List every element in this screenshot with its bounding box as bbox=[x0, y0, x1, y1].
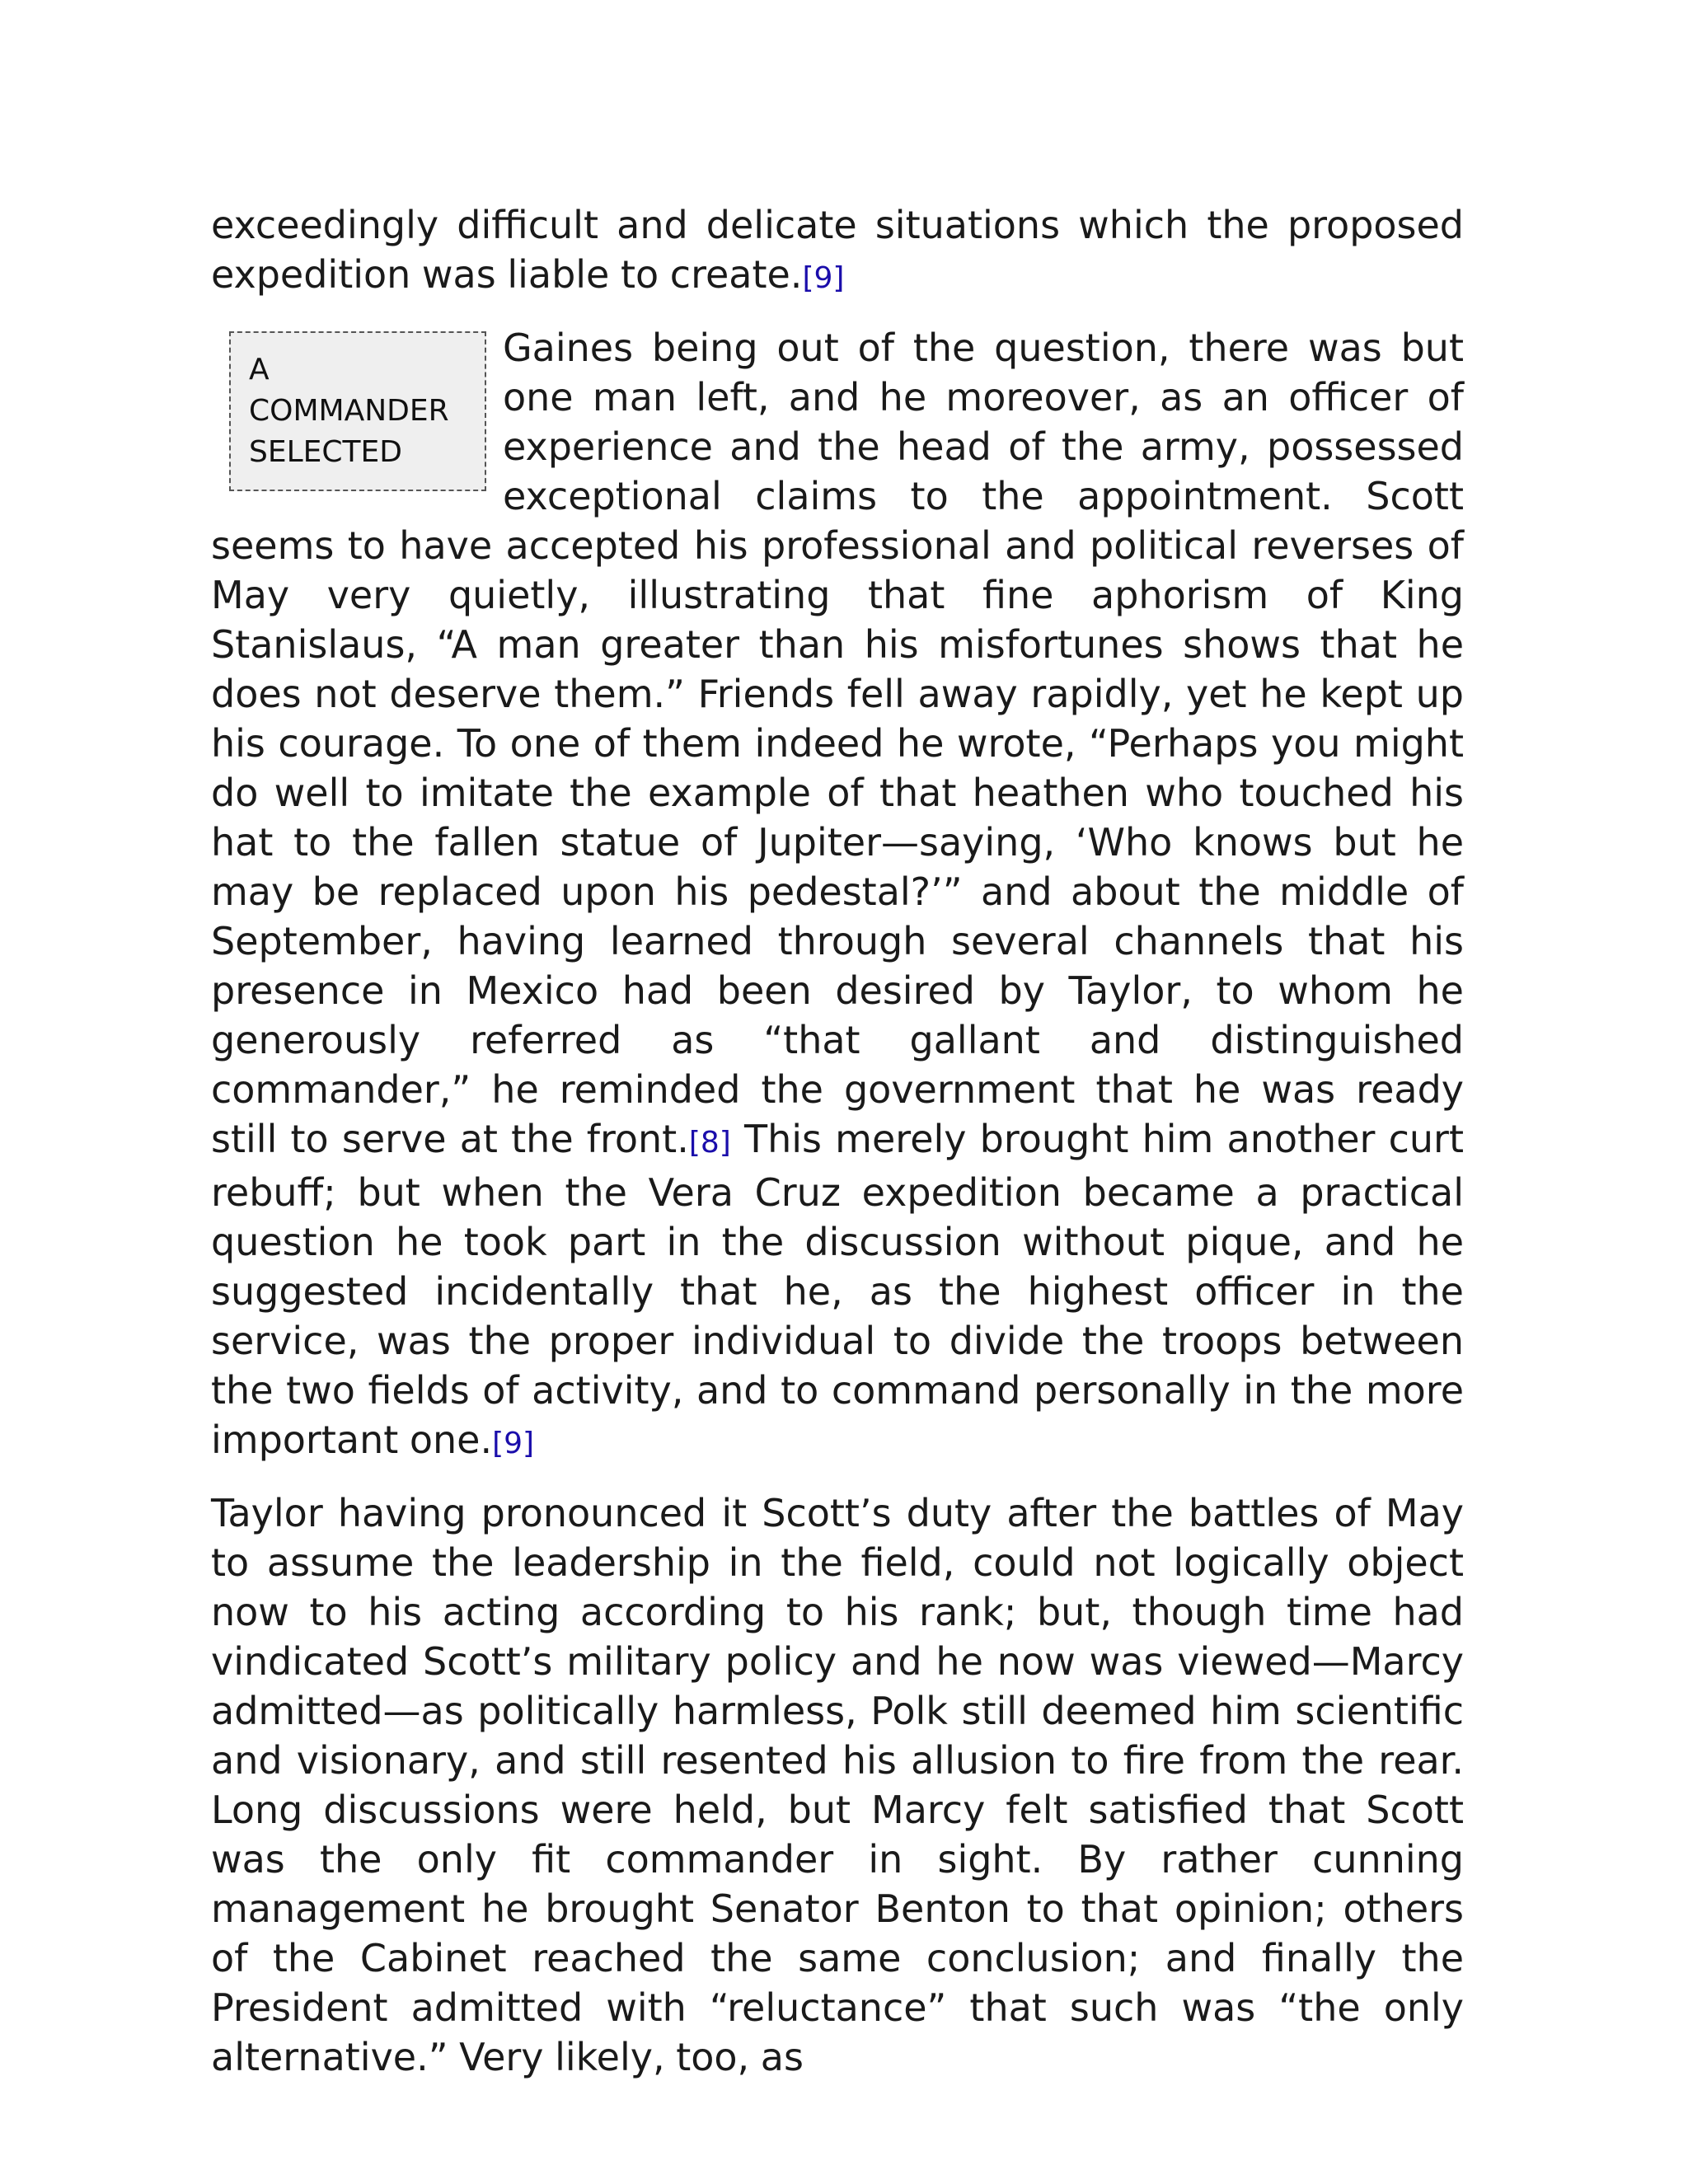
footnote-link-9[interactable]: [9] bbox=[802, 261, 845, 295]
paragraph-1-text: exceedingly difficult and delicate situations which the proposed expedition was liable to create. bbox=[211, 203, 1464, 297]
paragraph-3-text: Taylor having pronounced it Scott’s duty after the battles of May to assume the leadership in the field, could not logically object now to his acting according to his rank; but, though time had vindicated Scott’s military policy and he now was viewed—Marcy admitted—as politically harmless, Polk still deemed him scientific and visionary, and still resented his allusion to fire from the rear. Long discussions were held, but Marcy felt satisfied that Scott was the only fit commander in sight. By rather cunning management he brought Senator Benton to that opinion; others of the Cabinet reached the same conclusion; and finally the President admitted with “reluctance” that such was “the only alternative.” Very likely, too, as bbox=[211, 1491, 1464, 2079]
paragraph-1 bbox=[211, 200, 1464, 303]
footnote-link-9-second[interactable]: [9] bbox=[492, 1427, 535, 1460]
sidenote-a-commander-selected: A COMMANDER SELECTED bbox=[229, 331, 486, 491]
footnote-link-8[interactable]: [8] bbox=[688, 1126, 731, 1160]
paragraph-2 bbox=[211, 323, 1464, 1469]
paragraph-3 bbox=[211, 1488, 1464, 2082]
paragraph-2-text-b: This merely brought him another curt rebuff; but when the Vera Cruz expedition became a practical question he took part in the discussion without pique, and he suggested incidentally that he, as the highest officer in the service, was the proper individual to divide the troops between the two fields of activity, and to command personally in the more important one. bbox=[211, 1117, 1464, 1462]
paragraph-2-text-a: Gaines being out of the question, there was but one man left, and he moreover, as an officer of experience and the head of the army, possessed exceptional claims to the appointment. Scott seems to have accepted his professional and political reverses of May very quietly, illustrating that fine aphorism of King Stanislaus, “A man greater than his misfortunes shows that he does not deserve them.” Friends fell away rapidly, yet he kept up his courage. To one of them indeed he wrote, “Perhaps you might do well to imitate the example of that heathen who touched his hat to the fallen statue of Jupiter—saying, ‘Who knows but he may be replaced upon his pedestal?’” and about the middle of September, having learned through several channels that his presence in Mexico had been desired by Taylor, to whom he generously referred as “that gallant and distinguished commander,” he reminded the government that he was ready still to serve at the front. bbox=[211, 326, 1464, 1161]
book-page bbox=[211, 200, 1464, 2082]
